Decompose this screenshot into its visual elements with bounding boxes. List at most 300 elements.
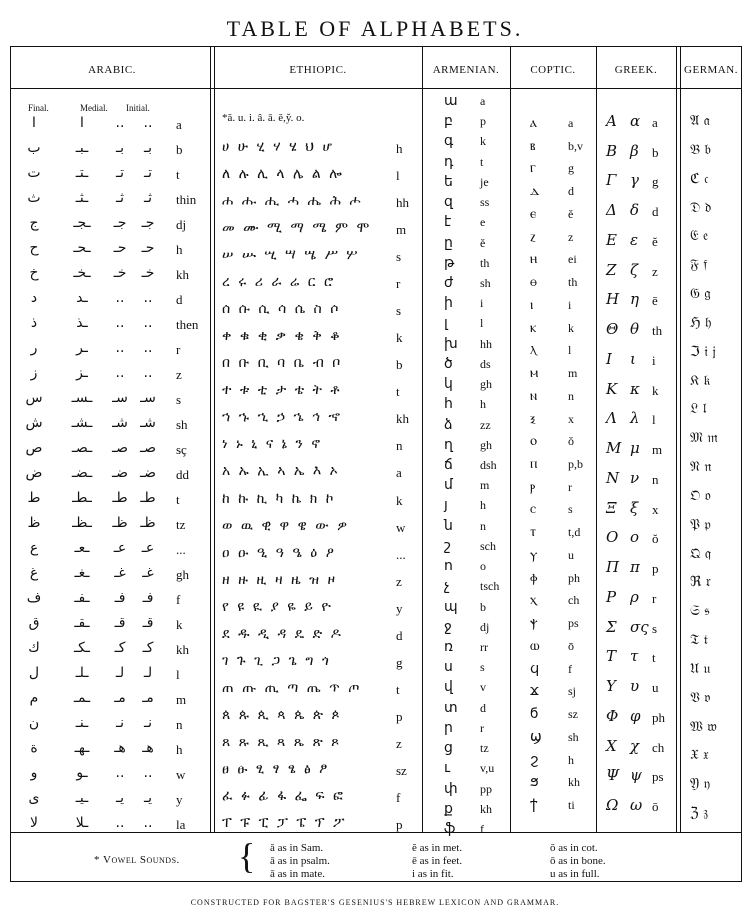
coptic-letter: ⲟ (530, 433, 537, 450)
greek-uppercase: Ο (606, 528, 619, 547)
armenian-sound: a (480, 94, 486, 108)
arabic-isolated-form: كـ (142, 640, 154, 656)
ethiopic-forms: መ ሙ ሚ ማ ሜ ም ሞ (222, 220, 372, 237)
coptic-letter: ⲙ (530, 365, 539, 382)
arabic-sound: n (176, 717, 183, 732)
armenian-letter: ի (444, 295, 453, 312)
coptic-sound: l (568, 343, 572, 358)
vowel-divider (10, 832, 742, 833)
greek-uppercase: Θ (606, 320, 619, 339)
coptic-letter: ⲛ (530, 387, 538, 404)
german-letter-pair: 𝔜 𝔶 (690, 776, 711, 793)
arabic-medial-form: ـذ (76, 315, 88, 331)
arabic-isolated-form: لـ (143, 665, 153, 681)
ethiopic-forms: የ ዩ ዪ ያ ዬ ይ ዮ (222, 598, 333, 615)
arabic-initial-form: .. (115, 115, 125, 131)
arabic-initial-form: فـ (114, 590, 126, 606)
arabic-sound: h (176, 242, 183, 257)
arabic-final-form: ض (25, 465, 43, 481)
coptic-sound: sh (568, 729, 579, 744)
coptic-letter: ⲣ (530, 478, 536, 495)
coptic-sound: n (568, 388, 574, 403)
armenian-sound: dsh (480, 458, 497, 472)
arabic-isolated-form: شـ (140, 415, 156, 431)
arabic-initial-form: نـ (116, 715, 124, 731)
coptic-sound: a (568, 116, 574, 130)
coptic-sound: th (568, 275, 578, 290)
vowel-column-3 (550, 842, 606, 881)
arabic-sound: dj (176, 217, 187, 232)
greek-uppercase: Π (606, 558, 620, 577)
arabic-initial-form: ظـ (112, 515, 128, 531)
arabic-isolated-form: فـ (142, 590, 154, 606)
arabic-sound: tz (176, 517, 186, 532)
ethiopic-forms: ፐ ፑ ፒ ፓ ፔ ፕ ፖ (222, 815, 347, 831)
coptic-sound: i (568, 297, 572, 312)
arabic-initial-form: لـ (115, 665, 125, 681)
coptic-letter: ϯ (530, 797, 538, 813)
arabic-medial-form: ـفـ (74, 590, 90, 606)
greek-sound: ō (652, 799, 659, 814)
armenian-sound: kh (480, 801, 492, 816)
coptic-sound: ps (568, 616, 579, 631)
arabic-medial-form: ـر (76, 340, 88, 356)
ethiopic-forms: ገ ጉ ጊ ጋ ጌ ግ ጎ (222, 652, 331, 669)
arabic-final-form: ت (27, 165, 41, 181)
arabic-isolated-form: ظـ (140, 515, 156, 531)
coptic-letter: ⲇ (530, 183, 540, 200)
german-letter-pair: 𝔇 𝔡 (690, 199, 712, 216)
armenian-sound: pp (480, 781, 492, 796)
coptic-letter: ⲡ (530, 456, 538, 472)
ethiopic-forms: ሰ ሱ ሲ ሳ ሴ ስ ሶ (222, 301, 341, 318)
vowel-brace: { (238, 836, 256, 876)
arabic-sound: y (176, 792, 183, 807)
ethiopic-forms: ሐ ሑ ሒ ሓ ሔ ሕ ሖ (222, 193, 363, 210)
ethiopic-sound: p (396, 817, 403, 832)
armenian-sound: tz (480, 741, 489, 756)
arabic-medial-form: ـجـ (73, 215, 91, 231)
arabic-final-form: ذ (30, 315, 38, 331)
armenian-sound: r (480, 720, 484, 735)
page-title: TABLE OF ALPHABETS. (226, 16, 524, 41)
armenian-letter: ձ (444, 416, 453, 433)
header-ethiopic: ETHIOPIC. (289, 64, 347, 76)
arabic-sound: k (176, 617, 183, 632)
greek-uppercase: Ε (606, 230, 617, 249)
armenian-letter: ն (444, 517, 453, 534)
arabic-subheader-medial: Medial. (80, 103, 108, 113)
arabic-isolated-form: صـ (140, 440, 156, 456)
arabic-initial-form: صـ (112, 440, 128, 456)
ethiopic-sound: m (396, 222, 407, 238)
armenian-sound: d (480, 700, 486, 715)
greek-lowercase: π (630, 558, 640, 577)
greek-uppercase: Τ (606, 647, 617, 666)
greek-uppercase: Ξ (606, 498, 617, 517)
arabic-sound: b (176, 142, 183, 157)
column-divider-coptic (596, 46, 597, 832)
greek-lowercase: α (630, 112, 641, 130)
arabic-medial-form: ـمـ (73, 690, 91, 706)
coptic-sound: s (568, 502, 573, 517)
greek-uppercase: Ζ (606, 260, 617, 279)
armenian-sound: tsch (480, 579, 500, 594)
arabic-sound: la (176, 817, 186, 832)
coptic-sound: t,d (568, 525, 581, 540)
column-divider-greek (676, 46, 677, 832)
coptic-letter: ϭ (530, 706, 539, 723)
vowel-column-1 (270, 842, 330, 881)
ethiopic-forms: ሀ ሁ ሂ ሃ ሄ ህ ሆ (222, 139, 335, 155)
ethiopic-forms: ኀ ኁ ኂ ኃ ኄ ኅ ኆ (222, 409, 343, 426)
armenian-letter: կ (444, 376, 453, 393)
arabic-medial-form: ـز (76, 365, 88, 381)
coptic-sound: sz (568, 707, 578, 722)
arabic-medial-form: ـكـ (74, 640, 90, 656)
armenian-sound: ds (480, 356, 491, 371)
greek-uppercase: Ν (606, 468, 620, 487)
coptic-sound: kh (568, 775, 580, 790)
armenian-letter: ւ (444, 760, 451, 777)
coptic-letter: ϩ (530, 751, 539, 768)
ethiopic-sound: t (396, 384, 400, 400)
armenian-sound: t (480, 154, 484, 169)
greek-uppercase: Σ (606, 617, 617, 636)
arabic-final-form: ج (29, 215, 39, 231)
column-divider-armenian (510, 46, 511, 832)
arabic-final-form: لا (30, 815, 38, 831)
armenian-letter: չ (444, 578, 450, 595)
greek-uppercase: Ι (606, 349, 612, 368)
greek-sound: t (652, 650, 656, 666)
arabic-final-form: ق (28, 615, 40, 631)
coptic-letter: ⲃ (530, 137, 536, 154)
armenian-letter: բ (444, 113, 453, 130)
coptic-sound: ch (568, 593, 580, 608)
arabic-initial-form: قـ (114, 615, 126, 631)
ethiopic-forms: ዘ ዙ ዚ ዛ ዜ ዝ ዞ (222, 571, 338, 588)
ethiopic-sound: y (396, 600, 403, 616)
arabic-medial-form: ـصـ (71, 440, 93, 456)
coptic-sound: ei (568, 252, 577, 267)
coptic-letter: ⲝ (530, 410, 536, 427)
arabic-isolated-form: بـ (144, 140, 152, 156)
ethiopic-sound: f (396, 789, 401, 805)
coptic-letter: ⲕ (530, 319, 537, 336)
column-divider-ethiopic (422, 46, 423, 832)
greek-sound: th (652, 323, 663, 339)
arabic-medial-form: ـهـ (74, 740, 90, 756)
arabic-medial-form: ـغـ (74, 565, 90, 581)
armenian-letter: ռ (444, 639, 454, 655)
greek-uppercase: Φ (606, 706, 619, 725)
arabic-medial-form: ـلا (75, 815, 89, 831)
arabic-sound: kh (176, 267, 189, 282)
german-letter-pair: 𝔙 𝔳 (690, 689, 711, 706)
armenian-sound: v,u (480, 761, 495, 776)
greek-uppercase: Ρ (606, 587, 617, 606)
german-letter-pair: 𝔑 𝔫 (690, 459, 712, 475)
vowel-sound-entry: ō as in bone. (550, 855, 606, 867)
greek-lowercase: ξ (630, 498, 639, 517)
ethiopic-sound: d (396, 627, 403, 643)
arabic-final-form: ث (27, 190, 41, 206)
german-letter-pair: 𝔎 𝔨 (690, 372, 711, 389)
coptic-letter: ⲅ (530, 160, 537, 177)
arabic-initial-form: .. (115, 365, 125, 381)
arabic-isolated-form: يـ (144, 790, 152, 806)
arabic-isolated-form: .. (143, 115, 153, 131)
coptic-sound: d (568, 184, 574, 199)
armenian-sound: b (480, 599, 486, 614)
coptic-letter: ϥ (530, 660, 540, 677)
greek-sound: z (652, 263, 658, 279)
ethiopic-sound: l (396, 168, 400, 184)
greek-lowercase: ρ (630, 587, 639, 606)
ethiopic-sound: k (396, 492, 403, 508)
german-letter-pair: 𝔘 𝔲 (690, 660, 711, 677)
arabic-isolated-form: جـ (141, 215, 155, 231)
ethiopic-sound: t (396, 681, 400, 697)
arabic-final-form: خ (29, 265, 39, 281)
arabic-initial-form: عـ (113, 540, 127, 556)
arabic-medial-form: ـسـ (71, 390, 93, 406)
german-letter-pair: 𝔚 𝔴 (690, 718, 717, 735)
arabic-final-form: ى (28, 790, 40, 806)
arabic-isolated-form: طـ (140, 490, 156, 506)
arabic-isolated-form: عـ (141, 540, 155, 556)
ethiopic-forms: ወ ዉ ዊ ዋ ዌ ው ዎ (222, 517, 350, 534)
armenian-sound: ĕ (480, 235, 486, 250)
german-letter-pair: ℭ 𝔠 (690, 170, 709, 187)
greek-sound: ps (652, 769, 664, 785)
ethiopic-sound: sz (396, 762, 407, 778)
header-divider (10, 88, 742, 89)
greek-sound: r (652, 590, 657, 606)
german-letter-pair: 𝔖 𝔰 (690, 603, 710, 620)
armenian-sound: rr (480, 640, 488, 654)
armenian-letter: լ (444, 315, 448, 332)
arabic-final-form: ط (27, 490, 41, 506)
coptic-letter: ⲩ (530, 546, 538, 563)
armenian-sound: sh (480, 276, 491, 290)
coptic-sound: z (568, 229, 574, 244)
coptic-letter: ⲉ (530, 205, 537, 222)
header-coptic: COPTIC. (530, 64, 576, 76)
coptic-letter: ⲱ (530, 637, 540, 654)
arabic-sound: w (176, 767, 186, 782)
armenian-sound: v (480, 680, 486, 695)
armenian-sound: p (480, 114, 486, 129)
ethiopic-forms: ለ ሉ ሊ ላ ሌ ል ሎ (222, 166, 344, 183)
german-letter-pair: 𝔒 𝔬 (690, 487, 711, 504)
armenian-letter: ց (444, 740, 453, 757)
ethiopic-vowel-header: *ă. u. i. â. ā. ĕ,y̆. o. (222, 112, 305, 124)
german-letter-pair: 𝔔 𝔮 (690, 545, 711, 562)
coptic-letter: ϣ (530, 728, 542, 745)
arabic-sound: a (176, 117, 182, 132)
greek-sound: m (652, 442, 663, 458)
german-letter-pair: 𝔛 𝔵 (690, 747, 709, 764)
ethiopic-forms: ተ ቱ ቲ ታ ቴ ት ቶ (222, 382, 342, 399)
coptic-letter: ⲑ (530, 274, 537, 291)
arabic-medial-form: ـلـ (75, 665, 89, 681)
armenian-letter: մ (444, 477, 453, 494)
greek-sound: k (652, 382, 659, 398)
arabic-isolated-form: حـ (141, 240, 155, 256)
arabic-isolated-form: تـ (144, 165, 152, 181)
ethiopic-sound: s (396, 249, 402, 265)
arabic-final-form: ك (28, 640, 40, 656)
coptic-letter: ⲁ (530, 115, 537, 131)
greek-uppercase: Κ (606, 379, 618, 398)
column-divider-arabic-double (214, 46, 215, 832)
armenian-sound: k (480, 134, 486, 149)
ethiopic-sound: z (396, 573, 402, 589)
greek-lowercase: θ (630, 320, 640, 339)
arabic-initial-form: .. (115, 315, 125, 331)
arabic-initial-form: شـ (112, 415, 128, 431)
arabic-isolated-form: هـ (142, 740, 154, 756)
arabic-isolated-form: .. (143, 290, 153, 306)
arabic-initial-form: طـ (112, 490, 128, 506)
greek-sound: ŏ (652, 531, 659, 547)
arabic-medial-form: ـد (76, 290, 88, 306)
german-letter-pair: ℑ 𝔦 𝔧 (690, 343, 716, 360)
armenian-letter: զ (444, 194, 453, 211)
armenian-letter: գ (444, 133, 454, 150)
arabic-sound: thin (176, 192, 197, 207)
arabic-isolated-form: مـ (142, 690, 154, 706)
page-footer: CONSTRUCTED FOR BAGSTER'S GESENIUS'S HEBREW LEXICON AND GRAMMAR. (190, 898, 560, 907)
vowel-sound-entry: ă as in Sam. (270, 842, 324, 854)
arabic-medial-form: ـبـ (75, 140, 89, 156)
ethiopic-sound: hh (396, 195, 409, 211)
arabic-final-form: غ (29, 565, 39, 581)
vowel-sound-entry: ā as in mate. (270, 868, 325, 880)
greek-lowercase: ω (630, 796, 643, 814)
ethiopic-sound: b (396, 357, 403, 373)
arabic-medial-form: ا (80, 115, 84, 131)
arabic-medial-form: ـخـ (73, 265, 91, 281)
german-letter-pair: 𝔄 𝔞 (690, 113, 710, 129)
armenian-letter: ա (444, 93, 458, 109)
ethiopic-forms: ረ ሩ ሪ ራ ሬ ር ሮ (222, 274, 336, 291)
armenian-letter: ս (444, 659, 453, 676)
armenian-sound: o (480, 559, 486, 574)
coptic-letter: ⲥ (530, 501, 537, 518)
coptic-sound: m (568, 366, 578, 381)
arabic-sound: f (176, 592, 181, 607)
arabic-final-form: ص (25, 440, 43, 456)
ethiopic-sound: ... (396, 546, 406, 562)
german-letter-pair: ℌ 𝔥 (690, 314, 712, 331)
greek-sound: i (652, 352, 656, 368)
ethiopic-sound: g (396, 654, 403, 670)
ethiopic-sound: p (396, 708, 403, 724)
ethiopic-sound: w (396, 519, 406, 535)
arabic-initial-form: .. (115, 290, 125, 306)
german-letter-pair: 𝔉 𝔣 (690, 257, 708, 274)
armenian-letter: ճ (444, 457, 453, 473)
arabic-medial-form: ـضـ (71, 465, 93, 481)
armenian-sound: e (480, 215, 486, 230)
greek-lowercase: σς (630, 617, 649, 636)
ethiopic-forms: ዐ ዑ ዒ ዓ ዔ ዕ ዖ (222, 544, 336, 561)
armenian-sound: n (480, 518, 486, 533)
greek-lowercase: η (630, 290, 639, 309)
greek-uppercase: Χ (606, 736, 617, 755)
greek-lowercase: ο (630, 528, 640, 547)
arabic-subheader-final: Final. (28, 103, 49, 113)
arabic-final-form: ب (27, 140, 41, 156)
coptic-letter: ⲗ (530, 342, 537, 359)
arabic-sound: ... (176, 542, 186, 557)
header-arabic: ARABIC. (88, 64, 136, 76)
armenian-letter: է (444, 214, 452, 231)
greek-lowercase: ψ (630, 766, 642, 785)
ethiopic-forms: ፀ ፁ ፂ ፃ ፄ ፅ ፆ (222, 760, 330, 777)
greek-lowercase: υ (630, 677, 640, 696)
vowel-sound-entry: i as in fit. (412, 868, 454, 880)
coptic-sound: ō (568, 638, 574, 653)
coptic-letter: ⲍ (530, 228, 536, 245)
armenian-letter: փ (444, 780, 458, 797)
arabic-isolated-form: نـ (144, 715, 152, 731)
arabic-sound: then (176, 317, 199, 332)
greek-lowercase: ν (630, 468, 640, 487)
vowel-sound-entry: ĕ as in met. (412, 842, 463, 854)
column-divider-greek-double (680, 46, 681, 832)
coptic-sound: sj (568, 684, 577, 699)
armenian-letter: ժ (444, 275, 454, 291)
greek-sound: ch (652, 739, 665, 755)
arabic-isolated-form: .. (143, 765, 153, 781)
greek-uppercase: Λ (606, 409, 617, 428)
greek-sound: a (652, 115, 658, 130)
greek-lowercase: τ (630, 647, 639, 666)
greek-uppercase: Η (606, 290, 620, 309)
ethiopic-sound: r (396, 276, 401, 292)
arabic-medial-form: ـعـ (74, 540, 90, 556)
armenian-sound: f (480, 822, 484, 836)
ethiopic-forms: አ ኡ ኢ ኣ ኤ እ ኦ (222, 463, 340, 480)
armenian-letter: ը (444, 234, 453, 251)
armenian-letter: ծ (444, 355, 453, 372)
greek-lowercase: ε (630, 230, 639, 249)
arabic-sound: z (176, 367, 182, 382)
arabic-isolated-form: ثـ (144, 190, 152, 206)
coptic-letter: ⲧ (530, 524, 537, 541)
arabic-final-form: ع (29, 540, 39, 556)
coptic-letter: ⲯ (530, 615, 538, 632)
armenian-sound: m (480, 478, 490, 493)
german-letter-pair: 𝔓 𝔭 (690, 516, 711, 533)
vowel-sound-entry: ŏ as in cot. (550, 842, 598, 854)
arabic-isolated-form: سـ (140, 390, 156, 406)
greek-uppercase: Α (606, 112, 617, 130)
coptic-sound: ph (568, 570, 580, 585)
german-letter-pair: ℜ 𝔯 (690, 574, 711, 591)
armenian-letter: ղ (444, 436, 453, 453)
arabic-medial-form: ـحـ (73, 240, 91, 256)
armenian-sound: dj (480, 619, 490, 634)
arabic-sound: t (176, 167, 180, 182)
ethiopic-sound: h (396, 141, 403, 156)
greek-lowercase: κ (630, 379, 640, 398)
coptic-sound: f (568, 661, 572, 676)
